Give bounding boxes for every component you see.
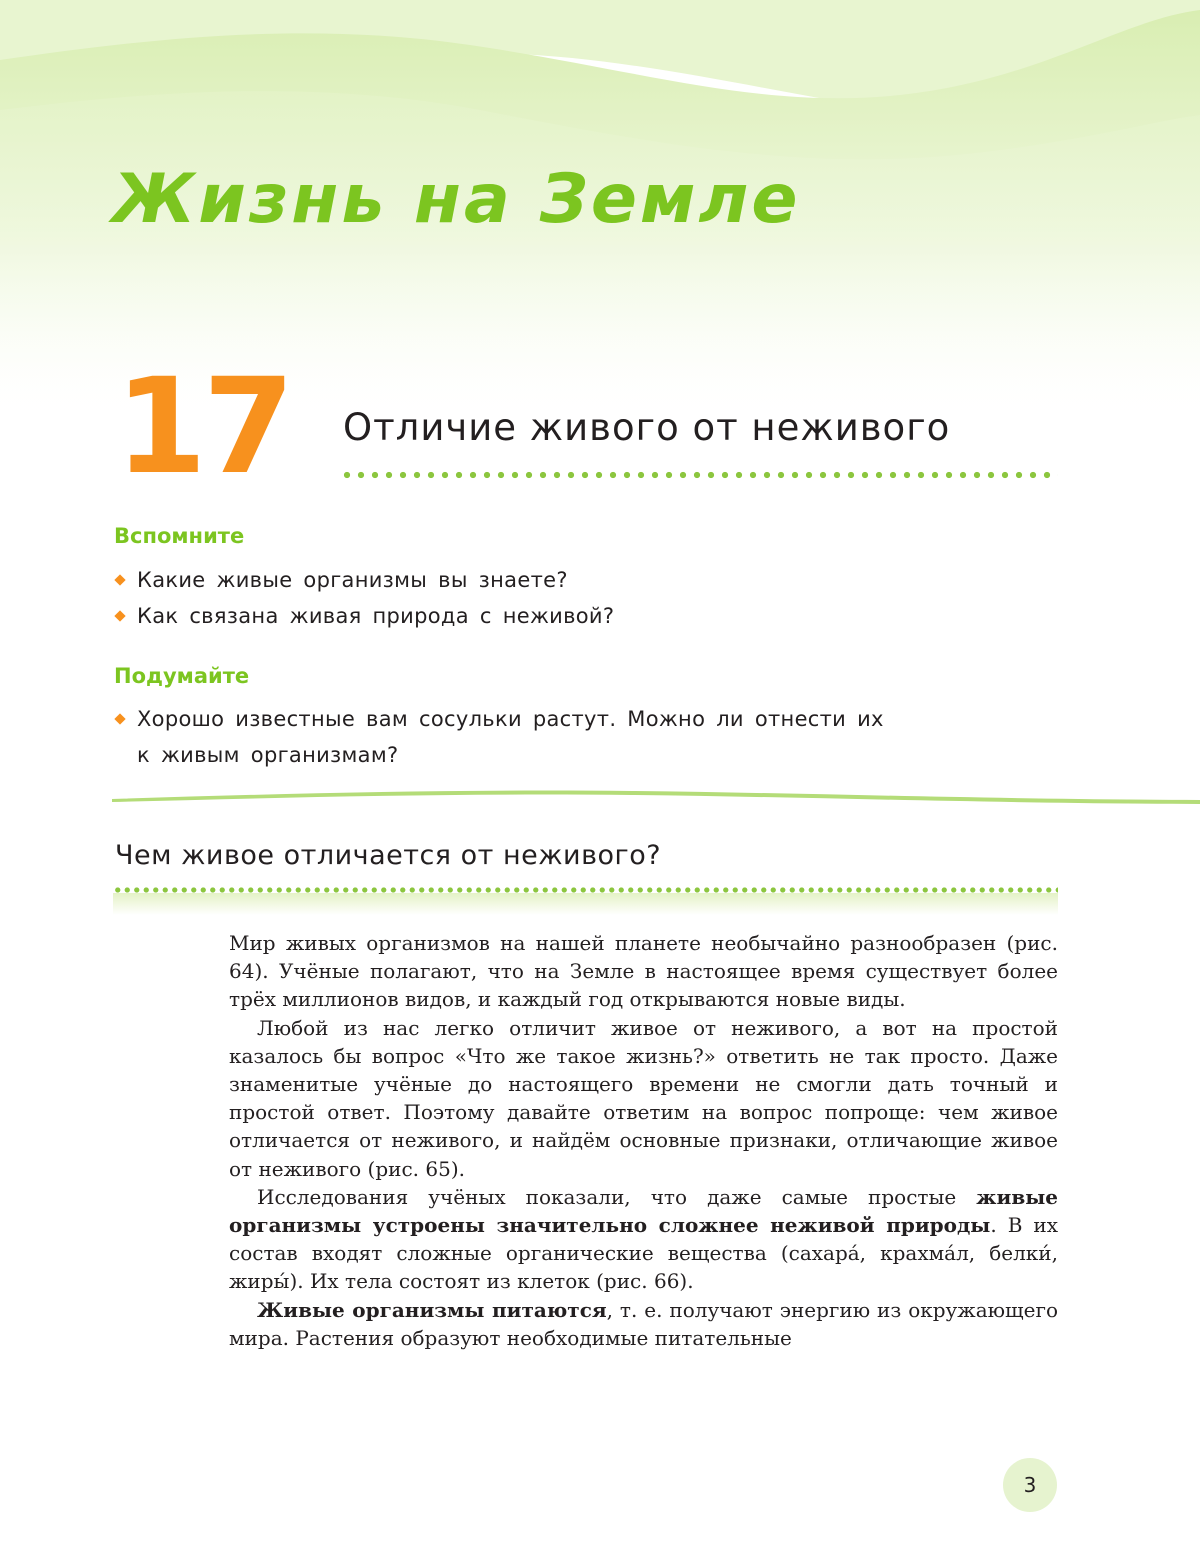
remember-item-text: Какие живые организмы вы знаете? — [137, 568, 568, 592]
diamond-bullet-icon — [114, 574, 125, 585]
think-label: Подумайте — [114, 664, 250, 688]
paragraph-text: , т. е. получают энергию из окружающего мира. Растения образуют необходимые питательные — [229, 1297, 1058, 1350]
unit-title: Жизнь на Земле — [112, 160, 801, 239]
think-list — [114, 701, 894, 773]
paragraph — [229, 1296, 1058, 1352]
chapter-title: Отличие живого от неживого — [343, 406, 951, 449]
paragraph: Любой из нас легко отличит живое от неживого, а вот на простой казалось бы вопрос «Что же такое жизнь?» ответить не так просто. Даже знаменитые учёные до настоящего времени не смогли дать точный и простой ответ. Поэтому давайте ответим на вопрос попроще: чем живое отличается от неживого, и найдём основные признаки, отличающие живое от неживого (рис. 65). — [229, 1015, 1058, 1181]
section-heading-underline-fade — [113, 893, 1058, 915]
wave-divider — [112, 782, 1200, 812]
remember-item — [114, 562, 614, 598]
section-heading: Чем живое отличается от неживого? — [115, 840, 662, 871]
page-number-badge — [1003, 1458, 1057, 1512]
paragraph: Мир живых организмов на нашей планете необычайно разнообразен (рис. 64). Учёные полагают, что на Земле в настоящее время существует более трёх миллионов видов, и каждый год открываются новые виды. — [229, 931, 1058, 1012]
paragraph — [229, 1183, 1058, 1296]
remember-item — [114, 598, 614, 634]
remember-label: Вспомните — [114, 524, 245, 548]
body-text — [229, 929, 1058, 1352]
think-item — [114, 701, 894, 773]
diamond-bullet-icon — [114, 713, 125, 724]
paragraph-text: . В их состав входят сложные органические вещества (сахара́, крахма́л, белки́, жиры́). Их тела состоят из клеток (рис. 66). — [229, 1213, 1058, 1294]
chapter-number: 17 — [115, 350, 291, 504]
bold-term: Живые организмы питаются — [257, 1297, 607, 1322]
page-number: 3 — [1023, 1473, 1037, 1497]
think-item-text: Хорошо известные вам сосульки растут. Можно ли отнести их к живым организмам? — [137, 707, 884, 767]
remember-item-text: Как связана живая природа с неживой? — [137, 604, 615, 628]
paragraph-text: Исследования учёных показали, что даже самые простые — [257, 1184, 977, 1209]
diamond-bullet-icon — [114, 610, 125, 621]
bold-term: живые организмы устроены значительно сложнее неживой природы — [229, 1184, 1058, 1238]
remember-list — [114, 562, 614, 634]
chapter-dotted-rule — [340, 471, 1058, 479]
